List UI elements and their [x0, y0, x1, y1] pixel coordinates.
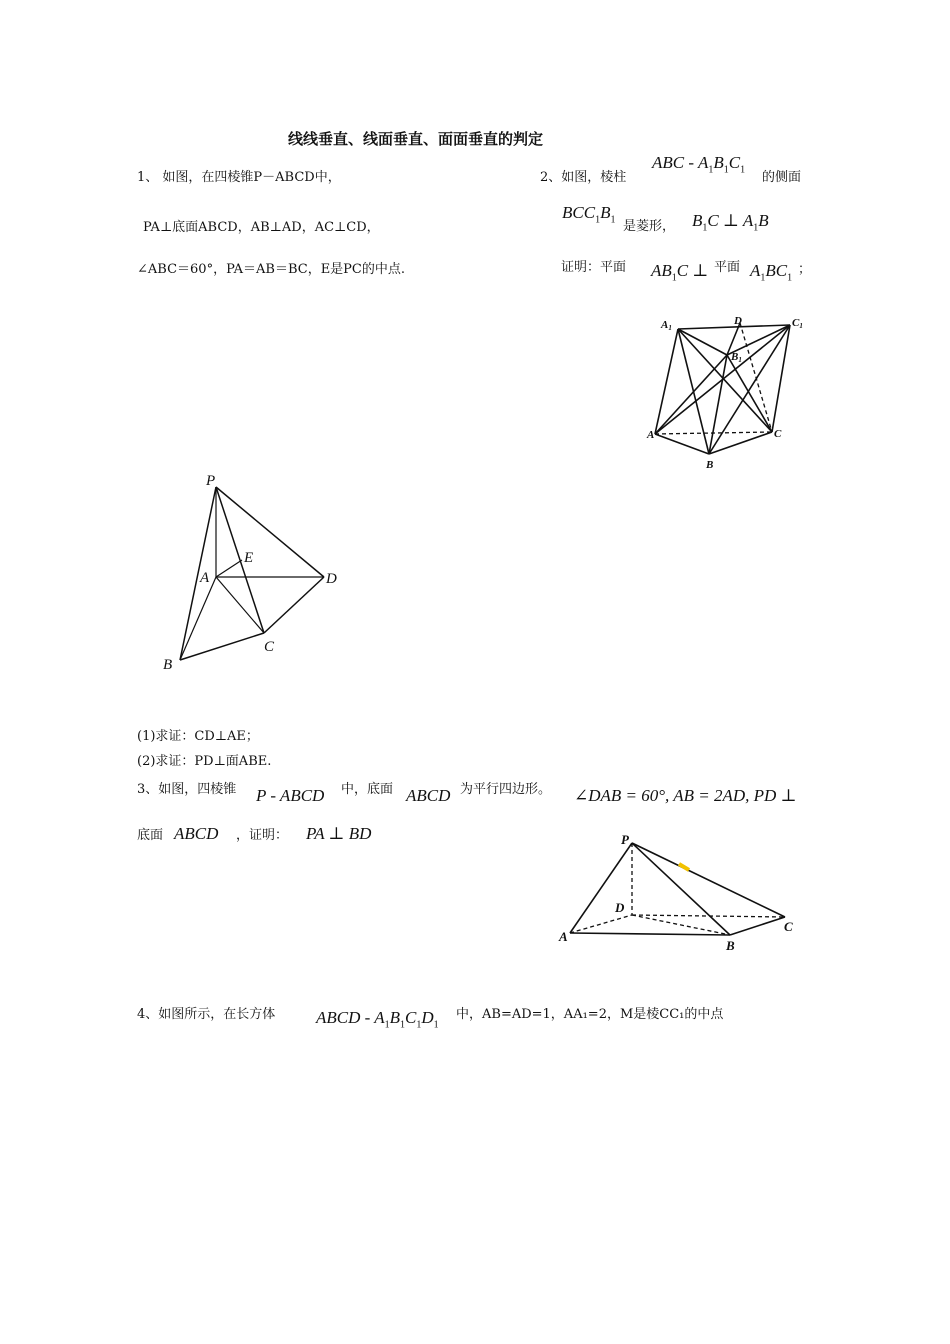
q2-plane2: $A_1BC_1$	[750, 261, 793, 284]
figure-pyramid-3	[555, 828, 805, 958]
label-a: A	[647, 429, 655, 441]
q1-line1: 1、 如图，在四棱锥P－ABCD中，	[137, 170, 341, 185]
edge-pc	[632, 843, 785, 917]
q2-rhombus: 是菱形，	[623, 219, 676, 234]
edge-bc	[180, 633, 264, 660]
q1-sub1: (1)求证：CD⊥AE；	[137, 729, 259, 744]
label-p: P	[206, 473, 216, 489]
edge-pc	[216, 487, 264, 633]
q3-mid2: 为平行四边形。	[460, 782, 552, 797]
q2-prefix: 2、如图，棱柱	[540, 170, 627, 185]
edge-pa	[570, 843, 632, 933]
label-b: B	[163, 657, 173, 673]
label-c: C	[784, 919, 793, 934]
q2-prism: ABC - $A_1B_1C_1$	[652, 153, 746, 176]
edge-cd	[264, 577, 324, 633]
edge-pb	[180, 487, 216, 660]
edge-ab	[570, 933, 730, 935]
edge-ab	[180, 577, 216, 660]
q2-plane1: $AB_1C$ ⊥	[651, 261, 709, 284]
q4-suffix: 中，AB=AD=1，AA₁=2，M是棱CC₁的中点	[456, 1007, 724, 1022]
label-d: D	[734, 315, 742, 327]
edge-a-b	[655, 434, 709, 454]
edge-pb	[632, 843, 730, 935]
q2-prove: 证明：平面	[561, 260, 627, 275]
q3-pyramid: P - ABCD	[256, 786, 325, 805]
label-b: B	[726, 938, 735, 953]
label-c1: C1	[792, 317, 803, 330]
edge-pd	[216, 487, 324, 577]
label-c: C	[264, 639, 275, 655]
label-c: C	[774, 428, 782, 440]
q3-condition: ∠DAB = 60°, AB = 2AD, PD ⊥	[574, 786, 797, 805]
label-b: B	[706, 459, 714, 471]
page-title: 线线垂直、线面垂直、面面垂直的判定	[288, 130, 544, 148]
q3-line2-base: ABCD	[174, 824, 219, 843]
label-b1: B1	[731, 351, 742, 364]
q3-mid1: 中，底面	[341, 782, 394, 797]
edge-b-c	[709, 432, 772, 454]
q1-line2: PA⊥底面ABCD，AB⊥AD，AC⊥CD，	[143, 220, 380, 235]
q4-solid: ABCD - $A_1B_1C_1D_1$	[316, 1008, 439, 1031]
diag-a-b1	[655, 355, 727, 434]
q1-line3: ∠ABC＝60°，PA＝AB＝BC，E是PC的中点.	[137, 262, 406, 277]
label-a: A	[559, 929, 568, 944]
q2-face: $BCC_1B_1$	[562, 203, 616, 226]
diag-b1-c	[727, 355, 772, 432]
q2-suffix: 的侧面	[762, 170, 802, 185]
label-a: A	[200, 570, 210, 586]
label-e: E	[244, 550, 254, 566]
q3-line2-mid: ，证明：	[236, 828, 289, 843]
edge-c1-c	[772, 325, 790, 432]
q1-sub2: (2)求证：PD⊥面ABE.	[137, 754, 272, 769]
q2-perp: $B_1C$ ⊥ $A_1B$	[692, 211, 769, 234]
q2-semicolon: ；	[798, 262, 812, 277]
diag-a1-c	[678, 329, 772, 432]
edge-bc	[730, 917, 785, 935]
hidden-db	[632, 915, 730, 935]
label-d: D	[615, 900, 625, 915]
figure-prism	[645, 312, 815, 477]
q3-base: ABCD	[406, 786, 451, 805]
segment-ae	[216, 560, 242, 577]
highlight-mark	[679, 864, 689, 870]
label-p: P	[621, 832, 629, 847]
edge-a1-b1	[678, 329, 727, 355]
q3-claim: PA ⊥ BD	[306, 824, 372, 843]
hidden-ad	[570, 915, 632, 933]
q3-line2-prefix: 底面	[137, 828, 164, 843]
q2-plane-word: 平面	[714, 260, 741, 275]
q4-prefix: 4、如图所示，在长方体	[137, 1007, 276, 1022]
label-d: D	[326, 571, 337, 587]
figure-pyramid-1	[158, 470, 358, 675]
q3-prefix: 3、如图，四棱锥	[137, 782, 237, 797]
label-a1: A1	[661, 319, 672, 332]
edge-ac	[216, 577, 264, 633]
